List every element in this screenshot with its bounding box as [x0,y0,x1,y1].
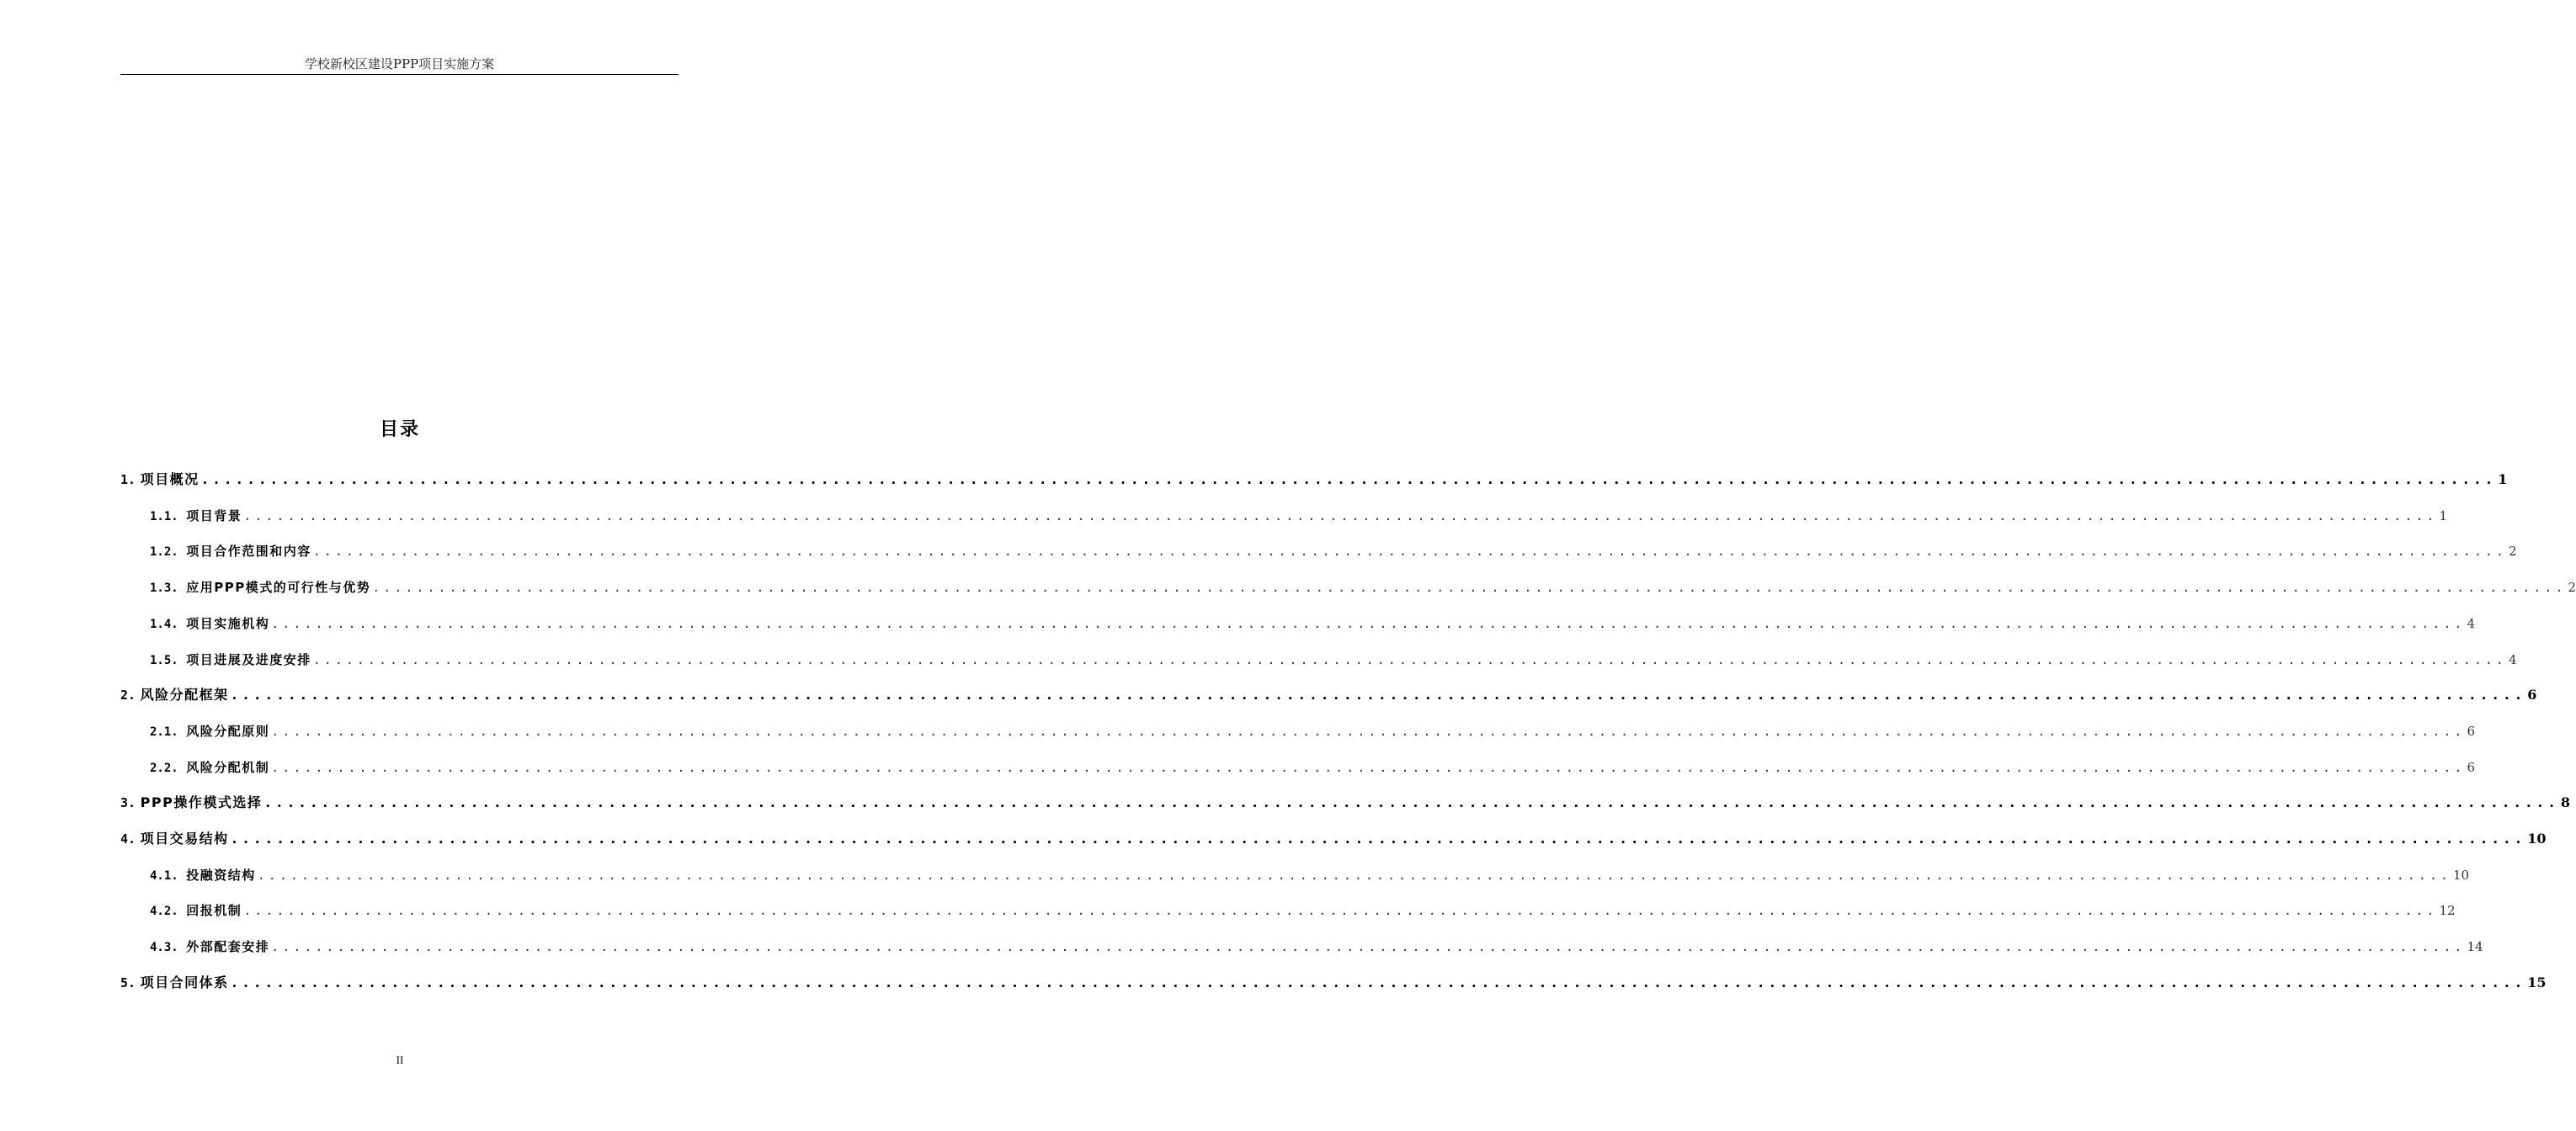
toc-entry-title: 投融资结构 [186,867,256,883]
toc-entry-page: 6 [2467,723,2475,739]
toc-entry[interactable] [120,682,2537,708]
toc-entry-title: 风险分配原则 [186,723,270,739]
toc-leader-dots: ........................................................................................................................................................................................................ [271,615,2466,631]
toc-entry-page: 6 [2467,759,2475,775]
toc-entry-title: 项目背景 [186,507,242,523]
toc-entry-number: 4.1. [150,868,178,883]
toc-entry[interactable] [150,863,2470,888]
toc-entry-page: 2 [2508,544,2517,560]
toc-entry-title: 项目合同体系 [140,974,229,990]
toc-entry-number: 4.3. [150,941,178,955]
toc-leader-dots: ........................................................................................................................................................................................................ [271,723,2466,739]
toc-leader-dots: ........................................................................................................................................................................................................ [230,974,2526,990]
toc-entry-number: 2.2. [150,761,178,775]
toc-entry[interactable] [120,970,2547,996]
toc-entry-page: 12 [2439,903,2456,919]
toc-entry-page: 1 [2498,471,2508,487]
toc-entry[interactable] [120,467,2508,492]
toc-leader-dots: ........................................................................................................................................................................................................ [263,794,2559,811]
toc-entry-title: 项目进展及进度安排 [186,651,311,667]
toc-entry-number: 1.5. [150,653,178,667]
toc-leader-dots: ........................................................................................................................................................................................................ [271,759,2466,775]
toc-entry-title: 项目概况 [140,471,200,487]
running-header: 学校新校区建设PPP项目实施方案 [304,56,495,72]
header-rule [120,74,679,75]
toc-entry-page: 2 [2568,580,2576,596]
toc-entry[interactable] [150,611,2475,636]
toc-entry-page: 4 [2467,615,2475,631]
toc-leader-dots: ........................................................................................................................................................................................................ [243,507,2438,523]
toc-entry-title: 回报机制 [186,903,242,919]
toc-entry-page: 10 [2527,831,2547,847]
toc-leader-dots: ........................................................................................................................................................................................................ [257,867,2451,883]
toc-entry[interactable] [150,575,2576,600]
toc-entry-number: 4. [120,831,136,847]
toc-entry[interactable] [150,898,2456,923]
toc-entry-page: 15 [2527,974,2547,990]
toc-entry-title: 项目合作范围和内容 [186,544,311,560]
toc-entry-number: 1.3. [150,581,178,596]
toc-leader-dots: ........................................................................................................................................................................................................ [230,687,2526,704]
toc-entry-title: 项目交易结构 [140,831,229,847]
toc-entry-page: 14 [2467,939,2483,955]
toc-leader-dots: ........................................................................................................................................................................................................ [230,831,2526,847]
page-number: II [396,1054,404,1066]
toc-entry-number: 5. [120,974,136,990]
toc-leader-dots: ........................................................................................................................................................................................................ [200,471,2497,487]
toc-entry-title: PPP操作模式选择 [140,794,263,811]
toc-leader-dots: ........................................................................................................................................................................................................ [312,651,2507,667]
toc-entry-title: 风险分配机制 [186,759,270,775]
toc-entry[interactable] [150,934,2483,959]
toc-entry[interactable] [150,647,2517,672]
toc-leader-dots: ........................................................................................................................................................................................................ [372,580,2567,596]
toc-entry-page: 4 [2508,651,2517,667]
toc-entry-title: 应用PPP模式的可行性与优势 [186,580,371,596]
toc-entry-page: 8 [2560,794,2571,811]
toc-entry[interactable] [150,539,2517,564]
toc-entry-number: 1. [120,472,136,487]
toc-entry-number: 3. [120,795,136,811]
toc-entry-page: 1 [2439,507,2447,523]
toc-entry[interactable] [150,719,2475,744]
toc-entry[interactable] [120,790,2571,815]
toc-entry-title: 风险分配框架 [140,687,229,704]
toc-entry-number: 2.1. [150,725,178,739]
toc-entry-page: 10 [2452,867,2470,883]
toc-leader-dots: ........................................................................................................................................................................................................ [243,903,2438,919]
toc-entry-number: 1.4. [150,617,178,631]
toc-entry-number: 1.2. [150,545,178,560]
toc-title: 目录 [379,419,420,440]
toc-entry-number: 4.2. [150,905,178,919]
toc-leader-dots: ........................................................................................................................................................................................................ [312,544,2507,560]
toc-entry-number: 1.1. [150,509,178,523]
toc-entry[interactable] [120,826,2547,852]
toc-entry-page: 6 [2527,687,2537,704]
toc-entry-title: 项目实施机构 [186,615,270,631]
toc-entry[interactable] [150,755,2475,780]
toc-leader-dots: ........................................................................................................................................................................................................ [271,939,2466,955]
toc-entry[interactable] [150,503,2447,528]
toc-entry-number: 2. [120,688,136,704]
toc-entry-title: 外部配套安排 [186,939,270,955]
